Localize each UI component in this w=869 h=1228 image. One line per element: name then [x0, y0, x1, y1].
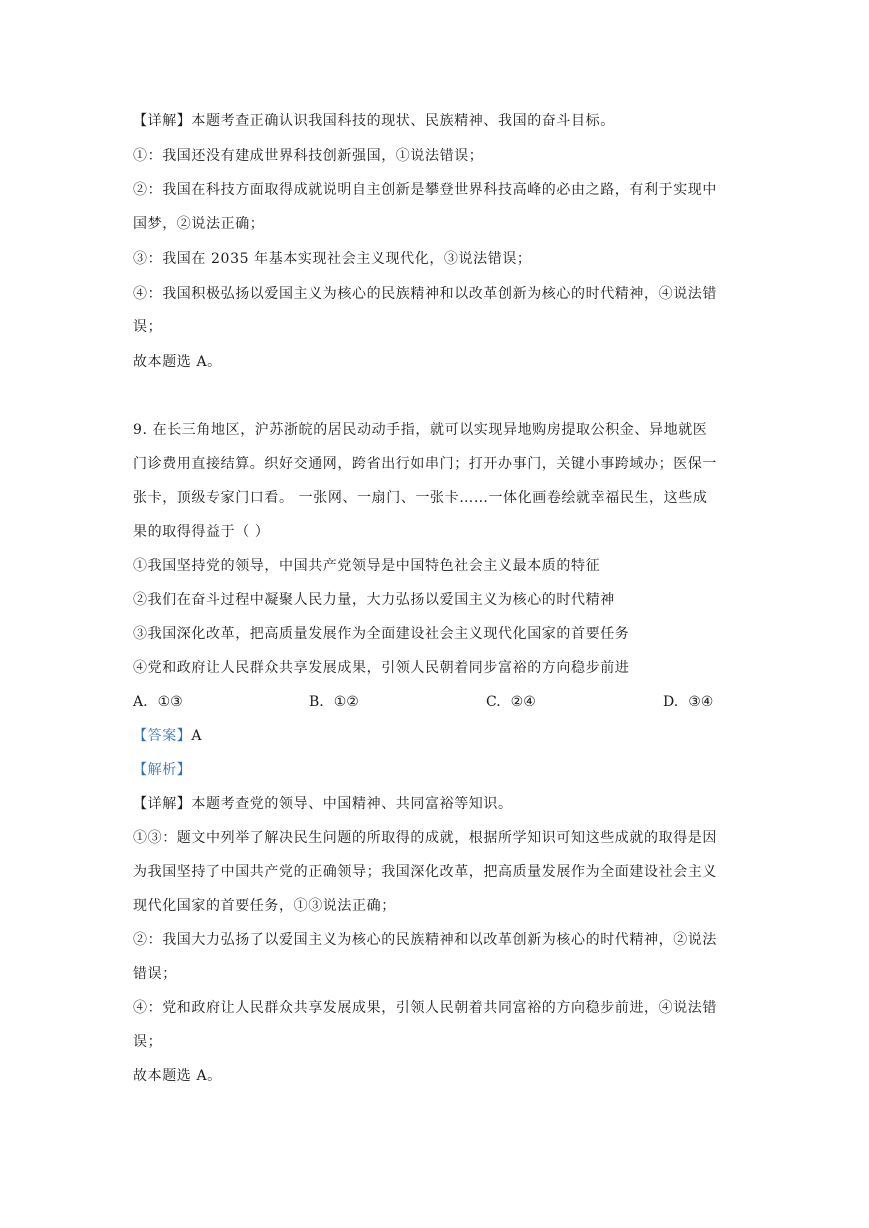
explanation-line: ②：我国在科技方面取得成就说明自主创新是攀登世界科技高峰的必由之路，有利于实现中 [133, 182, 717, 198]
explanation-line: 错误； [133, 966, 177, 982]
explanation-line: 误； [133, 1034, 163, 1050]
explanation-line: 为我国坚持了中国共产党的正确领导；我国深化改革，把高质量发展作为全面建设社会主义 [133, 864, 717, 880]
question-stem-line: 果的取得得益于（ ） [133, 524, 270, 540]
conclusion-line: 故本题选 A。 [133, 1068, 222, 1084]
explanation-line: ①③：题文中列举了解决民生问题的所取得的成就，根据所学知识可知这些成就的取得是因 [133, 830, 717, 846]
detail-line: 【详解】本题考查正确认识我国科技的现状、民族精神、我国的奋斗目标。 [133, 113, 615, 129]
explanation-line: 现代化国家的首要任务，①③说法正确； [133, 898, 396, 914]
question-stem-line: 9. 在长三角地区，沪苏浙皖的居民动动手指，就可以实现异地购房提取公积金、异地就医 [133, 422, 708, 438]
statement-4: ④党和政府让人民群众共享发展成果，引领人民朝着同步富裕的方向稳步前进 [133, 660, 630, 676]
conclusion-line: 故本题选 A。 [133, 354, 222, 370]
option-c: C. ②④ [486, 694, 536, 710]
question-stem-line: 张卡，顶级专家门口看。 一张网、一扇门、一张卡……一体化画卷绘就幸福民生，这些成 [133, 490, 708, 506]
explanation-line: ③：我国在 2035 年基本实现社会主义现代化，③说法错误； [133, 251, 532, 267]
statement-1: ①我国坚持党的领导，中国共产党领导是中国特色社会主义最本质的特征 [133, 558, 601, 574]
explanation-line: ④：我国积极弘扬以爱国主义为核心的民族精神和以改革创新为核心的时代精神，④说法错 [133, 286, 717, 302]
option-a: A. ①③ [133, 694, 183, 710]
detail-line: 【详解】本题考查党的领导、中国精神、共同富裕等知识。 [133, 796, 513, 812]
analysis-tag: 【解析】 [133, 762, 192, 778]
explanation-line: ①：我国还没有建成世界科技创新强国，①说法错误； [133, 148, 484, 164]
question-stem-line: 门诊费用直接结算。织好交通网，跨省出行如串门；打开办事门，关键小事跨域办；医保一 [133, 456, 717, 472]
statement-3: ③我国深化改革，把高质量发展作为全面建设社会主义现代化国家的首要任务 [133, 626, 630, 642]
statement-2: ②我们在奋斗过程中凝聚人民力量，大力弘扬以爱国主义为核心的时代精神 [133, 592, 615, 608]
answer-options [133, 692, 733, 712]
explanation-line: ②：我国大力弘扬了以爱国主义为核心的民族精神和以改革创新为核心的时代精神，②说法 [133, 932, 717, 948]
answer-line [133, 726, 743, 746]
option-d: D. ③④ [663, 694, 714, 710]
option-b: B. ①② [309, 694, 359, 710]
answer-tag: 【答案】 [133, 728, 192, 744]
explanation-line: ④：党和政府让人民群众共享发展成果，引领人民朝着共同富裕的方向稳步前进，④说法错 [133, 1000, 717, 1016]
explanation-line: 国梦，②说法正确； [133, 216, 265, 232]
answer-value: A [191, 728, 203, 744]
explanation-line: 误； [133, 319, 163, 335]
